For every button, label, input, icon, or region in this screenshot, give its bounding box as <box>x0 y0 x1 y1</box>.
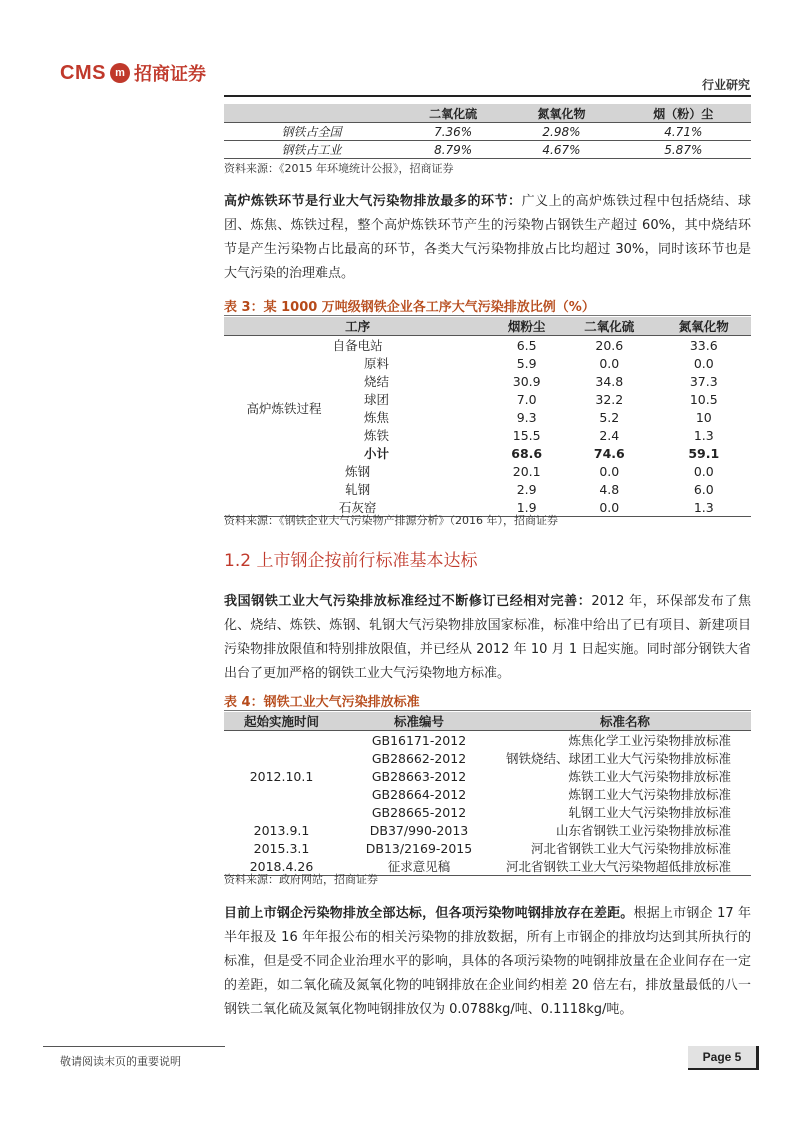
table-cell: 河北省钢铁工业大气污染物超低排放标准 <box>499 857 751 876</box>
table-cell: 钢铁烧结、球团工业大气污染物排放标准 <box>505 751 731 766</box>
table-cell: 20.6 <box>595 337 624 353</box>
table1-source: 资料来源：《2015 年环境统计公报》，招商证券 <box>224 162 454 175</box>
table-cell: 原料 <box>364 356 390 371</box>
table-cell: 0.0 <box>693 355 714 371</box>
table-header-cell: 二氧化硫 <box>562 317 656 336</box>
table-cell: 2018.4.26 <box>224 857 339 876</box>
table-cell: GB28662-2012 <box>371 750 467 766</box>
paragraph-lead: 高炉炼铁环节是行业大气污染物排放最多的环节： <box>224 194 522 209</box>
table-cell: 0.0 <box>599 463 620 479</box>
table-cell: 5.87% <box>616 141 751 159</box>
table-cell: 0.0 <box>693 463 714 479</box>
table-cell: 74.6 <box>593 445 625 461</box>
paragraph-lead: 我国钢铁工业大气污染排放标准经过不断修订已经相对完善： <box>224 594 592 609</box>
section-title: 1.2 上市钢企按前行标准基本达标 <box>224 551 478 571</box>
table-cell: 1.3 <box>657 498 751 517</box>
table-header-cell <box>224 104 399 123</box>
table-cell: 0.0 <box>562 498 656 517</box>
table-cell: 59.1 <box>688 445 720 461</box>
table-cell: 7.0 <box>516 391 537 407</box>
table-row <box>224 336 751 355</box>
table-row <box>224 821 751 839</box>
table-cell: 34.8 <box>595 373 624 389</box>
table-cell: 2.4 <box>599 427 620 443</box>
table-cell: 2015.3.1 <box>253 840 310 856</box>
table-cell: 炼钢 <box>345 464 371 479</box>
footer-divider <box>43 1046 225 1047</box>
table-header-cell: 氮氧化物 <box>657 317 751 336</box>
table-cell: 7.36% <box>399 123 507 141</box>
table-header-cell: 二氧化硫 <box>399 104 507 123</box>
table-cell: 2.98% <box>507 123 615 141</box>
table-header-cell: 起始实施时间 <box>224 712 339 731</box>
table-cell: 5.2 <box>599 409 620 425</box>
standards-table <box>224 712 751 876</box>
table-cell: 9.3 <box>516 409 537 425</box>
group-label: 高炉炼铁过程 <box>246 401 322 416</box>
table-cell: 1.9 <box>491 498 562 517</box>
table-row <box>224 141 751 159</box>
table-cell: DB37/990-2013 <box>369 822 469 838</box>
table-cell: 32.2 <box>595 391 624 407</box>
table-cell: 1.3 <box>693 427 714 443</box>
table-cell: 炼钢工业大气污染物排放标准 <box>568 787 731 802</box>
table4-source: 资料来源：政府网站，招商证券 <box>224 873 378 886</box>
table3-caption: 表 3：某 1000 万吨级钢铁企业各工序大气污染排放比例（%） <box>224 300 595 315</box>
table-row <box>224 354 751 372</box>
footer-notice: 敬请阅读末页的重要说明 <box>60 1055 181 1068</box>
table-header-cell: 烟（粉）尘 <box>616 104 751 123</box>
table-cell: 轧钢工业大气污染物排放标准 <box>568 805 731 820</box>
table-cell: 2012.10.1 <box>249 768 314 784</box>
paragraph-compliance <box>224 902 751 1022</box>
table-cell: 10 <box>695 409 712 425</box>
paragraph-lead: 目前上市钢企污染物排放全部达标，但各项污染物吨钢排放存在差距。 <box>224 906 634 921</box>
table-header-cell: 氮氧化物 <box>507 104 615 123</box>
section-label: 行业研究 <box>701 78 750 92</box>
table-cell: 炼铁工业大气污染物排放标准 <box>568 769 731 784</box>
page-number: Page 5 <box>688 1046 759 1070</box>
table-cell: 炼铁 <box>364 428 390 443</box>
table-cell: GB28665-2012 <box>371 804 467 820</box>
table-cell: 4.67% <box>507 141 615 159</box>
table-row <box>224 480 751 498</box>
table-cell: 4.71% <box>616 123 751 141</box>
caption-divider <box>224 315 751 316</box>
table-header-cell: 工序 <box>224 317 491 336</box>
table-cell: 烧结 <box>364 374 390 389</box>
paragraph-body: 2012 年，环保部发布了焦化、烧结、炼铁、炼钢、轧钢大气污染物排放国家标准，标准中给出了已有项目、新建项目污染物排放限值和特别排放限值，并已经从 2012 年 10 月 1 日起实施。同时部分钢铁大省出台了更加严格的钢铁工业大气污染物地方标准。 <box>224 594 751 681</box>
process-emission-table <box>224 317 751 517</box>
caption-divider <box>224 710 751 711</box>
table-cell: 10.5 <box>689 391 718 407</box>
table-cell: 6.5 <box>516 337 537 353</box>
company-logo <box>60 60 206 86</box>
paragraph-blast-furnace <box>224 190 751 286</box>
table-cell: GB16171-2012 <box>371 732 467 748</box>
table-cell: 2013.9.1 <box>253 822 310 838</box>
table-cell: 15.5 <box>512 427 541 443</box>
table-cell: 33.6 <box>689 337 718 353</box>
table-cell: 2.9 <box>516 481 537 497</box>
table-header-cell: 标准编号 <box>339 712 499 731</box>
table-row <box>224 123 751 141</box>
table-cell: 6.0 <box>693 481 714 497</box>
table-cell: 钢铁占工业 <box>224 141 399 159</box>
table3-source: 资料来源：《钢铁企业大气污染物产排源分析》（2016 年），招商证券 <box>224 514 558 527</box>
table-cell: 20.1 <box>512 463 541 479</box>
table-cell: GB28663-2012 <box>371 768 467 784</box>
table-cell: 小计 <box>364 446 390 461</box>
table4-caption: 表 4：钢铁工业大气污染排放标准 <box>224 695 420 710</box>
table-cell: 石灰窑 <box>224 498 491 517</box>
table-header-cell: 烟粉尘 <box>491 317 562 336</box>
table-cell: 轧钢 <box>345 482 371 497</box>
paragraph-body: 根据上市钢企 17 年半年报及 16 年年报公布的相关污染物的排放数据，所有上市钢企的排放均达到其所执行的标准，但是受不同企业治理水平的影响，具体的各项污染物的吨钢排放量在企业间存在一定的差距，如二氧化硫及氮氧化物的吨钢排放在企业间约相差 20 倍左右，排放量最低的八一钢铁二氧化硫及氮氧化物吨钢排放仅为 0.0788kg/吨、0.1118kg/吨。 <box>224 906 751 1017</box>
table-cell: 68.6 <box>511 445 543 461</box>
table-cell: 37.3 <box>689 373 718 389</box>
table-cell: 30.9 <box>512 373 541 389</box>
table-cell: DB13/2169-2015 <box>365 840 473 856</box>
paragraph-body: 广义上的高炉炼铁过程中包括烧结、球团、炼焦、炼铁过程，整个高炉炼铁环节产生的污染物占钢铁生产超过 60%，其中烧结环节是产生污染物占比最高的环节，各类大气污染物排放占比均超过 30%，同时该环节也是大气污染的治理难点。 <box>224 194 751 281</box>
table-cell: GB28664-2012 <box>371 786 467 802</box>
table-row <box>224 731 751 750</box>
table-cell: 球团 <box>364 392 390 407</box>
table-cell: 征求意见稿 <box>339 857 499 876</box>
table-cell: 钢铁占全国 <box>224 123 399 141</box>
logo-mark-icon: m <box>110 63 130 83</box>
table-cell: 河北省钢铁工业大气污染物排放标准 <box>530 841 731 856</box>
logo-latin-text: CMS <box>60 61 106 84</box>
table-cell: 炼焦 <box>364 410 390 425</box>
table-row <box>224 462 751 480</box>
table-cell: 0.0 <box>599 355 620 371</box>
table-cell: 8.79% <box>399 141 507 159</box>
table-cell: 5.9 <box>516 355 537 371</box>
header-divider <box>224 95 751 97</box>
table-cell: 4.8 <box>599 481 620 497</box>
table-header-cell: 标准名称 <box>499 712 751 731</box>
logo-chinese-text: 招商证券 <box>133 64 206 85</box>
table-cell: 自备电站 <box>332 338 383 353</box>
table-row <box>224 839 751 857</box>
table-cell: 炼焦化学工业污染物排放标准 <box>568 733 731 748</box>
emission-share-table <box>224 104 751 159</box>
paragraph-standards <box>224 590 751 686</box>
table-cell: 山东省钢铁工业污染物排放标准 <box>555 823 731 838</box>
